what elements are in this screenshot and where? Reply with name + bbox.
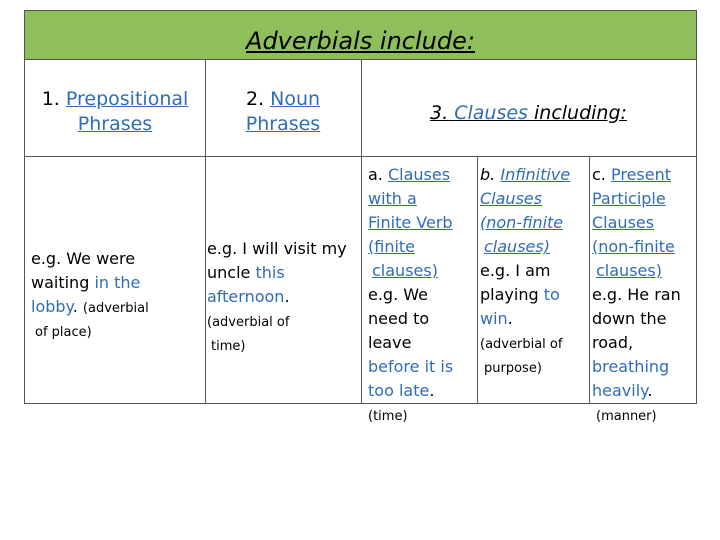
col2-example: e.g. I will visit my uncle this afternoon. (adverbial of time)	[207, 239, 347, 354]
col3-header: 3. Clauses including:	[430, 102, 627, 124]
sub-b-cell: b. Infinitive Clauses (non-finite clauses) e.g. I am playing to win. (adverbial of purpose)	[480, 165, 571, 376]
title-text: Adverbials include:	[246, 27, 475, 55]
sub-c-cell: c. Present Participle Clauses (non-finite clauses) e.g. He ran down the road, breathing heavily. (manner)	[592, 165, 681, 424]
divider-sub-b	[589, 156, 590, 404]
divider-sub-a	[477, 156, 478, 404]
table-title	[25, 11, 696, 60]
header-row-divider	[25, 156, 696, 157]
adverbials-table	[24, 10, 697, 424]
col1-header: 1. Prepositional Phrases	[41, 88, 189, 135]
col1-example: e.g. We were waiting in the lobby. (adverbial of place)	[31, 249, 149, 340]
col2-header: 2. Noun Phrases	[245, 88, 321, 135]
sub-a-cell: a. Clauses with a Finite Verb (finite clauses) e.g. We need to leave before it is too late. (time)	[368, 165, 454, 424]
